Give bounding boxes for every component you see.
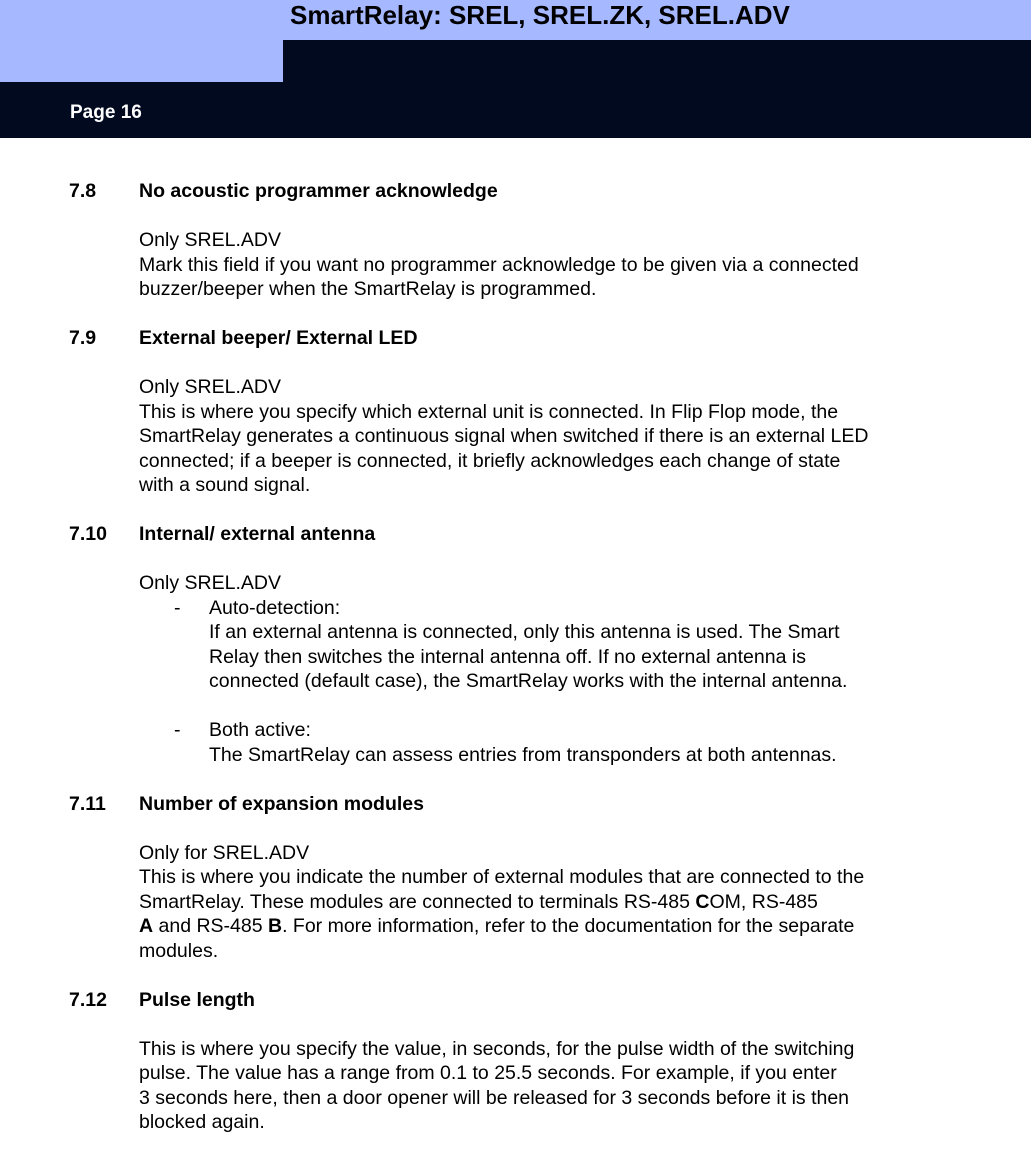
body-line: This is where you specify the value, in seconds, for the pulse width of the switching [139, 1037, 855, 1060]
body-line: connected; if a beeper is connected, it briefly acknowledges each change of state [139, 449, 841, 472]
body-line: connected (default case), the SmartRelay works with the internal antenna. [209, 670, 848, 692]
body-line: This is where you specify which external unit is connected. In Flip Flop mode, the [139, 400, 839, 423]
body-line: modules. [139, 939, 219, 962]
section-body [139, 841, 969, 964]
document-title: SmartRelay: SREL, SREL.ZK, SREL.ADV [290, 0, 790, 30]
body-line [139, 914, 969, 939]
list-item-auto-detection [0, 596, 1031, 694]
text-run: SmartRelay. These modules are connected to terminals RS-485 [139, 890, 696, 913]
list-item-both-active [0, 718, 1031, 767]
text-run-bold: B [268, 915, 283, 937]
section-heading [0, 522, 1031, 547]
body-line: pulse. The value has a range from 0.1 to 25.5 seconds. For example, if you enter [139, 1062, 837, 1084]
header-band-left [0, 0, 283, 82]
section-heading [0, 792, 1031, 817]
section-heading [0, 179, 1031, 204]
text-run-bold: A [139, 915, 154, 937]
header-band-dark-right [283, 40, 1031, 82]
scope-note: Only for SREL.ADV [139, 841, 310, 864]
page-number: Page 16 [70, 102, 142, 123]
section-title: Pulse length [139, 988, 255, 1011]
body-line: SmartRelay generates a continuous signal when switched if there is an external LED [139, 425, 869, 447]
section-body [139, 375, 969, 498]
list-item-body [209, 596, 969, 694]
section-7-10 [0, 522, 1031, 767]
list-item-label: Both active: [209, 719, 311, 741]
list-item-body [209, 718, 969, 767]
section-heading [0, 326, 1031, 351]
section-7-8 [0, 179, 1031, 302]
page-content [0, 179, 1031, 1159]
scope-note: Only SREL.ADV [139, 229, 281, 251]
body-line: buzzer/beeper when the SmartRelay is programmed. [139, 278, 597, 300]
section-7-9 [0, 326, 1031, 498]
body-line [139, 890, 969, 915]
text-run: . For more information, refer to the documentation for the separate [282, 915, 855, 937]
section-title: Number of expansion modules [139, 792, 424, 815]
text-run-bold: C [695, 890, 710, 913]
section-title: Internal/ external antenna [139, 523, 376, 545]
bullet-dash: - [174, 719, 181, 741]
body-line: If an external antenna is connected, only this antenna is used. The Smart [209, 621, 840, 643]
section-body [139, 1037, 969, 1135]
header-band-dark [0, 82, 1031, 138]
section-body [139, 571, 969, 596]
list-item-label: Auto-detection: [209, 596, 341, 619]
section-number: 7.9 [69, 327, 97, 349]
section-number: 7.8 [69, 180, 97, 202]
body-line: Mark this field if you want no programmer acknowledge to be given via a connected [139, 253, 859, 276]
section-heading [0, 988, 1031, 1013]
section-title: No acoustic programmer acknowledge [139, 180, 498, 202]
body-line: This is where you indicate the number of external modules that are connected to the [139, 866, 865, 888]
body-line: 3 seconds here, then a door opener will be released for 3 seconds before it is then [139, 1086, 850, 1109]
scope-note: Only SREL.ADV [139, 572, 281, 594]
section-title: External beeper/ External LED [139, 327, 418, 349]
text-run: and RS-485 [153, 915, 268, 937]
bullet-dash: - [174, 596, 181, 619]
text-run: OM, RS-485 [709, 890, 818, 913]
scope-note: Only SREL.ADV [139, 376, 281, 398]
body-line: The SmartRelay can assess entries from transponders at both antennas. [209, 743, 837, 766]
section-number: 7.12 [69, 988, 107, 1011]
section-body [139, 228, 969, 302]
section-number: 7.10 [69, 523, 107, 545]
section-7-12 [0, 988, 1031, 1135]
body-line: with a sound signal. [139, 474, 311, 496]
section-number: 7.11 [69, 792, 106, 815]
body-line: blocked again. [139, 1111, 265, 1133]
body-line: Relay then switches the internal antenna off. If no external antenna is [209, 645, 806, 668]
section-7-11 [0, 792, 1031, 964]
